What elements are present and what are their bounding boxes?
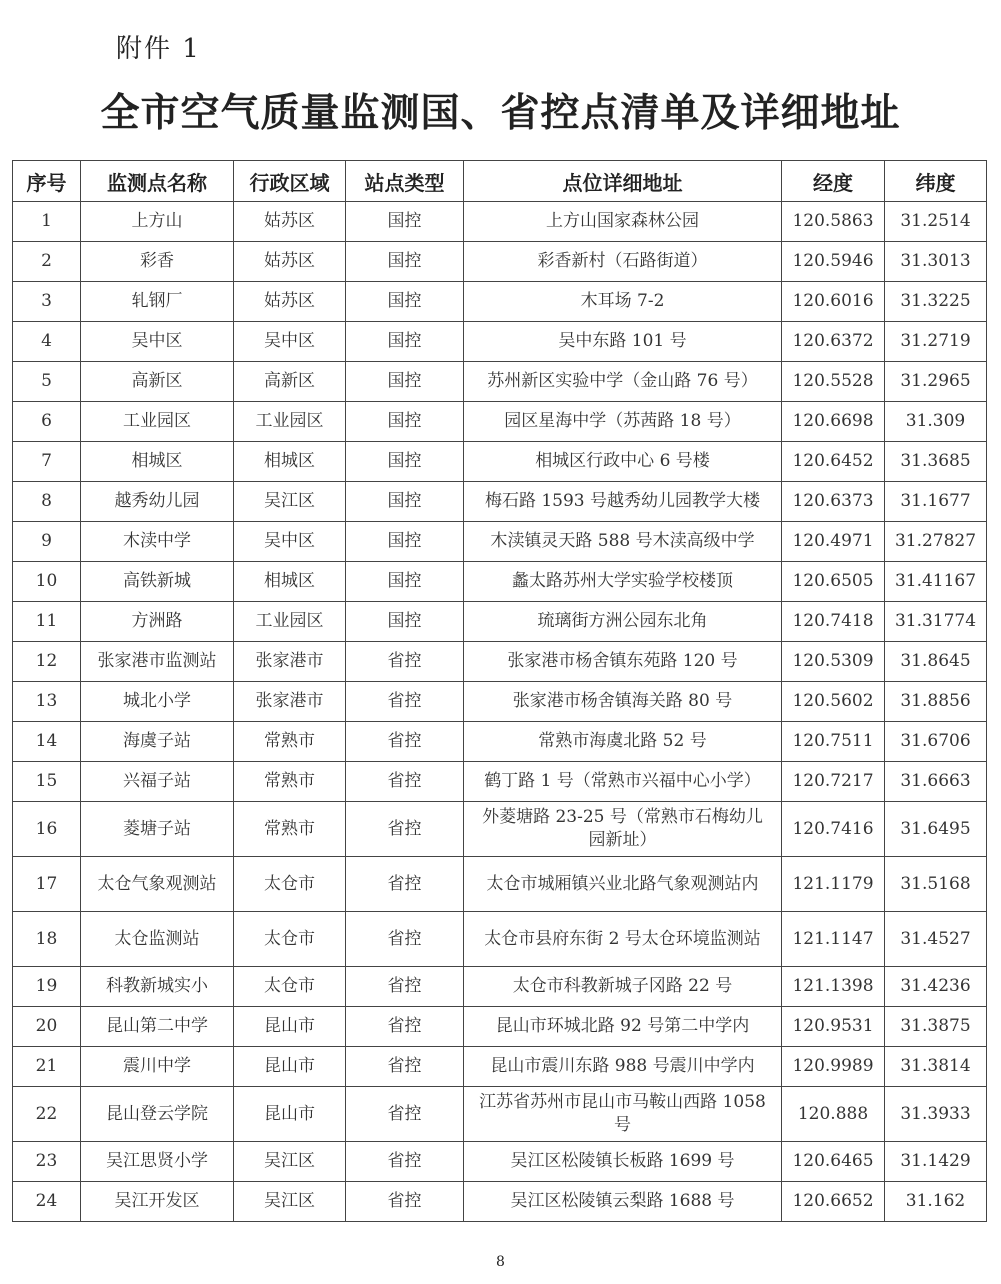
cell-site-type: 国控 xyxy=(346,202,464,242)
cell-site-type: 省控 xyxy=(346,682,464,722)
table-row xyxy=(13,402,987,442)
table-row xyxy=(13,1182,987,1222)
cell-site-type: 国控 xyxy=(346,442,464,482)
page-number: 8 xyxy=(496,1254,505,1270)
cell-site-type: 省控 xyxy=(346,1142,464,1182)
cell-latitude: 31.2719 xyxy=(885,322,987,362)
cell-site-name: 高新区 xyxy=(81,362,234,402)
table-body xyxy=(13,202,987,1222)
cell-district: 吴江区 xyxy=(234,1142,346,1182)
cell-longitude: 121.1179 xyxy=(782,857,885,912)
cell-site-type: 国控 xyxy=(346,522,464,562)
cell-index: 13 xyxy=(13,682,81,722)
cell-longitude: 121.1147 xyxy=(782,912,885,967)
cell-longitude: 120.6505 xyxy=(782,562,885,602)
cell-longitude: 120.6652 xyxy=(782,1182,885,1222)
attachment-label: 附件 1 xyxy=(116,34,201,64)
cell-site-type: 省控 xyxy=(346,857,464,912)
table-row xyxy=(13,1007,987,1047)
cell-index: 5 xyxy=(13,362,81,402)
cell-site-type: 国控 xyxy=(346,402,464,442)
cell-district: 姑苏区 xyxy=(234,242,346,282)
cell-address: 太仓市县府东街 2 号太仓环境监测站 xyxy=(464,912,782,967)
cell-address: 琉璃街方洲公园东北角 xyxy=(464,602,782,642)
cell-district: 高新区 xyxy=(234,362,346,402)
cell-site-type: 省控 xyxy=(346,762,464,802)
cell-index: 24 xyxy=(13,1182,81,1222)
cell-longitude: 120.5946 xyxy=(782,242,885,282)
cell-site-type: 省控 xyxy=(346,722,464,762)
cell-address: 木耳场 7-2 xyxy=(464,282,782,322)
cell-site-type: 省控 xyxy=(346,1182,464,1222)
cell-address: 苏州新区实验中学（金山路 76 号） xyxy=(464,362,782,402)
table-row xyxy=(13,602,987,642)
table-row xyxy=(13,762,987,802)
cell-district: 太仓市 xyxy=(234,857,346,912)
cell-latitude: 31.8856 xyxy=(885,682,987,722)
cell-district: 张家港市 xyxy=(234,642,346,682)
monitoring-sites-table-container xyxy=(12,160,986,1222)
cell-site-type: 省控 xyxy=(346,1007,464,1047)
cell-longitude: 120.6372 xyxy=(782,322,885,362)
cell-site-type: 省控 xyxy=(346,642,464,682)
cell-longitude: 120.7418 xyxy=(782,602,885,642)
cell-index: 21 xyxy=(13,1047,81,1087)
cell-longitude: 120.7217 xyxy=(782,762,885,802)
cell-site-type: 国控 xyxy=(346,282,464,322)
cell-latitude: 31.1677 xyxy=(885,482,987,522)
cell-site-name: 海虞子站 xyxy=(81,722,234,762)
cell-address: 张家港市杨舍镇海关路 80 号 xyxy=(464,682,782,722)
cell-longitude: 120.5309 xyxy=(782,642,885,682)
cell-site-name: 越秀幼儿园 xyxy=(81,482,234,522)
page-title: 全市空气质量监测国、省控点清单及详细地址 xyxy=(100,91,901,136)
cell-address: 太仓市城厢镇兴业北路气象观测站内 xyxy=(464,857,782,912)
cell-site-name: 工业园区 xyxy=(81,402,234,442)
cell-address: 昆山市震川东路 988 号震川中学内 xyxy=(464,1047,782,1087)
cell-district: 工业园区 xyxy=(234,402,346,442)
table-row xyxy=(13,857,987,912)
cell-address: 外菱塘路 23-25 号（常熟市石梅幼儿园新址） xyxy=(464,802,782,857)
cell-latitude: 31.3013 xyxy=(885,242,987,282)
table-row xyxy=(13,1047,987,1087)
cell-site-name: 方洲路 xyxy=(81,602,234,642)
cell-latitude: 31.6495 xyxy=(885,802,987,857)
cell-site-name: 吴江思贤小学 xyxy=(81,1142,234,1182)
cell-address: 相城区行政中心 6 号楼 xyxy=(464,442,782,482)
cell-site-type: 国控 xyxy=(346,602,464,642)
cell-latitude: 31.309 xyxy=(885,402,987,442)
cell-address: 园区星海中学（苏茜路 18 号） xyxy=(464,402,782,442)
cell-address: 吴中东路 101 号 xyxy=(464,322,782,362)
cell-index: 3 xyxy=(13,282,81,322)
cell-district: 昆山市 xyxy=(234,1007,346,1047)
cell-site-name: 昆山第二中学 xyxy=(81,1007,234,1047)
table-row xyxy=(13,642,987,682)
header-address: 点位详细地址 xyxy=(464,161,782,202)
cell-site-name: 吴中区 xyxy=(81,322,234,362)
table-row xyxy=(13,562,987,602)
cell-index: 22 xyxy=(13,1087,81,1142)
cell-index: 17 xyxy=(13,857,81,912)
header-latitude: 纬度 xyxy=(885,161,987,202)
cell-latitude: 31.2965 xyxy=(885,362,987,402)
header-index: 序号 xyxy=(13,161,81,202)
cell-site-name: 吴江开发区 xyxy=(81,1182,234,1222)
cell-site-type: 省控 xyxy=(346,802,464,857)
cell-district: 吴中区 xyxy=(234,522,346,562)
table-row xyxy=(13,967,987,1007)
header-site-type: 站点类型 xyxy=(346,161,464,202)
cell-site-name: 太仓监测站 xyxy=(81,912,234,967)
cell-site-name: 相城区 xyxy=(81,442,234,482)
cell-district: 太仓市 xyxy=(234,967,346,1007)
table-header-row xyxy=(13,161,987,202)
cell-latitude: 31.4527 xyxy=(885,912,987,967)
cell-site-name: 彩香 xyxy=(81,242,234,282)
cell-longitude: 120.9989 xyxy=(782,1047,885,1087)
cell-site-name: 昆山登云学院 xyxy=(81,1087,234,1142)
cell-index: 16 xyxy=(13,802,81,857)
cell-longitude: 120.4971 xyxy=(782,522,885,562)
cell-district: 姑苏区 xyxy=(234,202,346,242)
cell-latitude: 31.8645 xyxy=(885,642,987,682)
table-row xyxy=(13,482,987,522)
cell-address: 上方山国家森林公园 xyxy=(464,202,782,242)
cell-index: 4 xyxy=(13,322,81,362)
cell-latitude: 31.3685 xyxy=(885,442,987,482)
table-row xyxy=(13,362,987,402)
table-row xyxy=(13,242,987,282)
cell-address: 木渎镇灵天路 588 号木渎高级中学 xyxy=(464,522,782,562)
cell-index: 9 xyxy=(13,522,81,562)
cell-longitude: 120.6698 xyxy=(782,402,885,442)
cell-site-name: 城北小学 xyxy=(81,682,234,722)
table-row xyxy=(13,1142,987,1182)
table-row xyxy=(13,442,987,482)
cell-address: 蠡太路苏州大学实验学校楼顶 xyxy=(464,562,782,602)
cell-latitude: 31.3875 xyxy=(885,1007,987,1047)
cell-latitude: 31.3225 xyxy=(885,282,987,322)
cell-site-name: 菱塘子站 xyxy=(81,802,234,857)
cell-site-name: 震川中学 xyxy=(81,1047,234,1087)
cell-latitude: 31.2514 xyxy=(885,202,987,242)
cell-address: 彩香新村（石路街道） xyxy=(464,242,782,282)
cell-longitude: 120.6452 xyxy=(782,442,885,482)
cell-latitude: 31.27827 xyxy=(885,522,987,562)
cell-address: 江苏省苏州市昆山市马鞍山西路 1058 号 xyxy=(464,1087,782,1142)
cell-index: 18 xyxy=(13,912,81,967)
cell-latitude: 31.6663 xyxy=(885,762,987,802)
cell-site-name: 木渎中学 xyxy=(81,522,234,562)
cell-latitude: 31.162 xyxy=(885,1182,987,1222)
cell-site-name: 兴福子站 xyxy=(81,762,234,802)
cell-index: 6 xyxy=(13,402,81,442)
cell-site-type: 国控 xyxy=(346,362,464,402)
cell-index: 11 xyxy=(13,602,81,642)
table-row xyxy=(13,282,987,322)
cell-site-name: 高铁新城 xyxy=(81,562,234,602)
cell-index: 10 xyxy=(13,562,81,602)
cell-site-name: 轧钢厂 xyxy=(81,282,234,322)
table-row xyxy=(13,802,987,857)
cell-address: 鹤丁路 1 号（常熟市兴福中心小学） xyxy=(464,762,782,802)
cell-latitude: 31.4236 xyxy=(885,967,987,1007)
header-district: 行政区域 xyxy=(234,161,346,202)
cell-district: 昆山市 xyxy=(234,1047,346,1087)
cell-address: 昆山市环城北路 92 号第二中学内 xyxy=(464,1007,782,1047)
table-row xyxy=(13,322,987,362)
cell-index: 1 xyxy=(13,202,81,242)
cell-index: 7 xyxy=(13,442,81,482)
cell-district: 吴江区 xyxy=(234,482,346,522)
cell-site-type: 国控 xyxy=(346,562,464,602)
cell-index: 2 xyxy=(13,242,81,282)
cell-district: 昆山市 xyxy=(234,1087,346,1142)
cell-district: 常熟市 xyxy=(234,802,346,857)
cell-site-type: 省控 xyxy=(346,967,464,1007)
cell-latitude: 31.3933 xyxy=(885,1087,987,1142)
table-row xyxy=(13,202,987,242)
cell-latitude: 31.1429 xyxy=(885,1142,987,1182)
cell-district: 张家港市 xyxy=(234,682,346,722)
cell-address: 常熟市海虞北路 52 号 xyxy=(464,722,782,762)
cell-index: 12 xyxy=(13,642,81,682)
monitoring-sites-table xyxy=(12,160,987,1222)
cell-index: 8 xyxy=(13,482,81,522)
cell-district: 姑苏区 xyxy=(234,282,346,322)
cell-address: 吴江区松陵镇长板路 1699 号 xyxy=(464,1142,782,1182)
cell-index: 23 xyxy=(13,1142,81,1182)
cell-district: 吴江区 xyxy=(234,1182,346,1222)
cell-district: 工业园区 xyxy=(234,602,346,642)
cell-longitude: 120.6465 xyxy=(782,1142,885,1182)
cell-index: 20 xyxy=(13,1007,81,1047)
cell-index: 15 xyxy=(13,762,81,802)
cell-district: 太仓市 xyxy=(234,912,346,967)
cell-longitude: 120.7416 xyxy=(782,802,885,857)
cell-longitude: 120.7511 xyxy=(782,722,885,762)
cell-district: 吴中区 xyxy=(234,322,346,362)
cell-longitude: 120.5528 xyxy=(782,362,885,402)
cell-latitude: 31.31774 xyxy=(885,602,987,642)
cell-district: 常熟市 xyxy=(234,722,346,762)
cell-site-type: 省控 xyxy=(346,1047,464,1087)
cell-longitude: 120.5602 xyxy=(782,682,885,722)
cell-longitude: 121.1398 xyxy=(782,967,885,1007)
cell-latitude: 31.3814 xyxy=(885,1047,987,1087)
cell-index: 19 xyxy=(13,967,81,1007)
cell-latitude: 31.41167 xyxy=(885,562,987,602)
cell-address: 梅石路 1593 号越秀幼儿园教学大楼 xyxy=(464,482,782,522)
cell-longitude: 120.6373 xyxy=(782,482,885,522)
cell-district: 相城区 xyxy=(234,442,346,482)
cell-address: 吴江区松陵镇云梨路 1688 号 xyxy=(464,1182,782,1222)
table-row xyxy=(13,722,987,762)
cell-site-type: 省控 xyxy=(346,1087,464,1142)
table-row xyxy=(13,1087,987,1142)
cell-site-name: 太仓气象观测站 xyxy=(81,857,234,912)
table-row xyxy=(13,522,987,562)
cell-latitude: 31.6706 xyxy=(885,722,987,762)
cell-district: 常熟市 xyxy=(234,762,346,802)
cell-site-type: 省控 xyxy=(346,912,464,967)
cell-longitude: 120.6016 xyxy=(782,282,885,322)
cell-site-name: 科教新城实小 xyxy=(81,967,234,1007)
header-longitude: 经度 xyxy=(782,161,885,202)
cell-longitude: 120.9531 xyxy=(782,1007,885,1047)
cell-index: 14 xyxy=(13,722,81,762)
header-site-name: 监测点名称 xyxy=(81,161,234,202)
cell-district: 相城区 xyxy=(234,562,346,602)
cell-address: 张家港市杨舍镇东苑路 120 号 xyxy=(464,642,782,682)
cell-site-type: 国控 xyxy=(346,242,464,282)
table-row xyxy=(13,682,987,722)
cell-site-type: 国控 xyxy=(346,482,464,522)
cell-longitude: 120.888 xyxy=(782,1087,885,1142)
cell-latitude: 31.5168 xyxy=(885,857,987,912)
cell-longitude: 120.5863 xyxy=(782,202,885,242)
cell-site-name: 张家港市监测站 xyxy=(81,642,234,682)
cell-site-name: 上方山 xyxy=(81,202,234,242)
cell-site-type: 国控 xyxy=(346,322,464,362)
cell-address: 太仓市科教新城子冈路 22 号 xyxy=(464,967,782,1007)
table-row xyxy=(13,912,987,967)
